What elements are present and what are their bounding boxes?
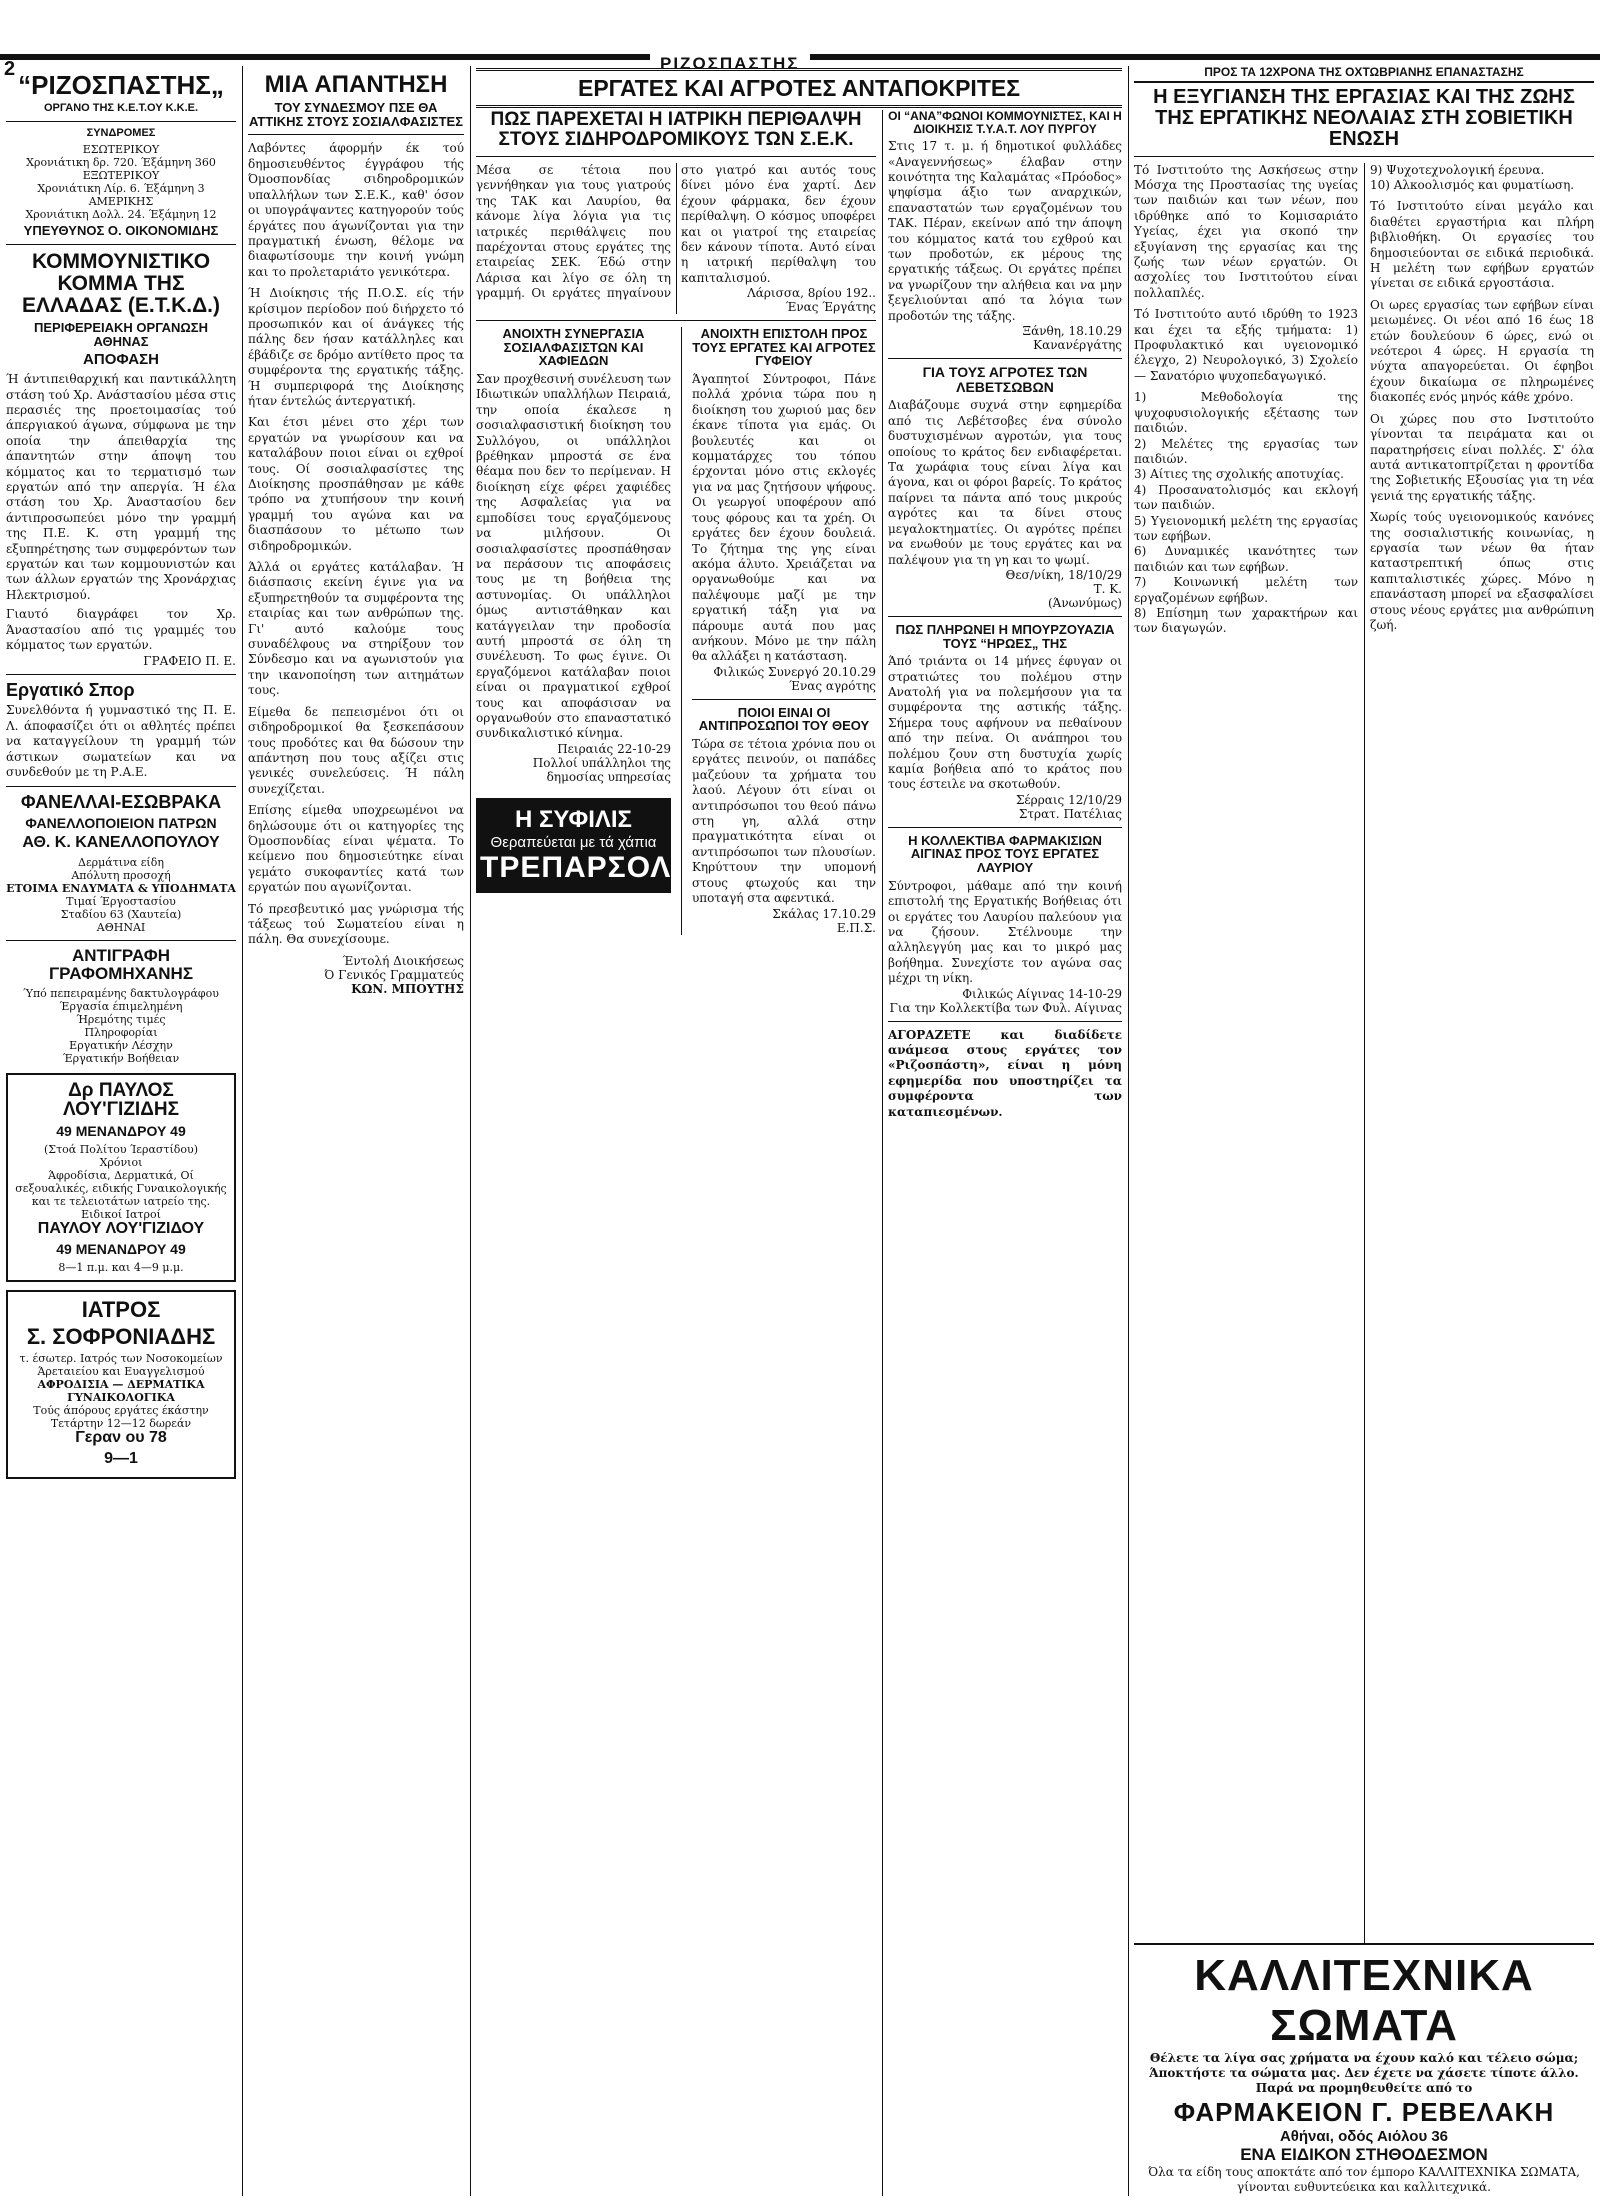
ad-line: Έργασία έπιμελημένη xyxy=(59,999,183,1013)
correspondents-banner xyxy=(476,68,1122,108)
article-signature: Φιλικώς Συνεργό 20.10.29 xyxy=(713,664,876,679)
ad-sofroniadis-address: Γεραν ου 78 xyxy=(75,1428,167,1446)
column-answer xyxy=(248,72,464,2198)
buy-rizospastis-notice: ΑΓΟΡΑΖΕΤΕ και διαδίδετε ανάμεσα στους εργάτες τον «Ριζοσπάστη», είναι η μόνη εφημερίδα που υποστηρίζει τα συμφέροντα των καταπιεσμένων. xyxy=(888,1027,1122,1119)
ad-line: Πληροφορίαι xyxy=(84,1025,158,1039)
subscription-line: Χρονιάτικη Δολλ. 24. Έξάμηνη 12 xyxy=(25,208,217,222)
article-paragraph: Οι χώρες που στο Ινστιτούτο γίνονται τα πειράματα και οι παρατηρήσεις είναι πολλές. Σ' όλα αυτά αντικατοπτρίζεται η φροντίδα της Σοβιετικής Εξουσίας για τη νέα γενιά της εργατικής τάξης. xyxy=(1370,411,1594,503)
article-signature: Λάρισσα, 8ρίου 192.. xyxy=(747,286,876,301)
ad-line: Άφροδίσια, Δερματικά, Οί σεξουαλικές, ειδικής Γυναικολογικής και τε τελειοτάτων ιατρείο της. xyxy=(15,1169,227,1209)
list-item: 10) Αλκοολισμός και φυματίωση. xyxy=(1370,178,1575,192)
ad-sofroniadis-box xyxy=(6,1290,236,1480)
subscriptions-title: ΣΥΝΔΡΟΜΕΣ xyxy=(86,126,156,139)
banner-title: ΕΡΓΑΤΕΣ ΚΑΙ ΑΓΡΟΤΕΣ ΑΝΤΑΠΟΚΡΙΤΕΣ xyxy=(577,75,1021,101)
decision-heading: ΑΠΟΦΑΣΗ xyxy=(83,351,159,369)
ad-line: Δερμάτινα είδη xyxy=(78,855,164,869)
article-signature: Σέρραις 12/10/29 xyxy=(1015,792,1122,807)
ad-artistic-bodies xyxy=(1134,1943,1594,2196)
article-communists-heading: ΟΙ “ΑΝΑ”ΦΩΝΟΙ ΚΟΜΜΟΥΝΙΣΤΕΣ, ΚΑΙ Η ΔΙΟΙΚΗΣΙΣ Τ.Υ.Α.Τ. ΛΟΥ ΠΥΡΓΟΥ xyxy=(888,110,1122,136)
ad-line: ΕΤΟΙΜΑ ΕΝΔΥΜΑΤΑ & ΥΠΟΔΗΜΑΤΑ xyxy=(6,881,236,895)
subscription-line: ΕΣΩΤΕΡΙΚΟΥ xyxy=(82,143,160,157)
list-item: 1) Μεθοδολογία της ψυχοφυσιολογικής εξέτασης των παιδιών. xyxy=(1134,390,1358,436)
ad-line: Έργατικήν Βοήθειαν xyxy=(62,1051,180,1065)
ad-line: ΓΥΝΑΙΚΟΛΟΓΙΚΑ xyxy=(67,1390,175,1404)
ad-line: Τούς άπόρους εργάτες έκάστην Τετάρτην 12—12 δωρεάν xyxy=(33,1403,209,1430)
article-medical-body xyxy=(476,163,876,314)
soviet-youth-body xyxy=(1134,163,1594,1943)
article-signature: Σκάλας 17.10.29 xyxy=(772,906,876,921)
center-subcolumn-left xyxy=(476,327,671,934)
article-paragraph: Χωρίς τούς υγειονομικούς κανόνες της σοσιαλιστικής κοινωνίας, η εργασία των νέων θα ήταν καταστρεπτική όπως στις καπιταλιστικές χώρες. Μόνο η επανάσταση μπορεί να εξασφαλίσει στους νέους εργάτες μια ανθρώπινη ζωή. xyxy=(1370,510,1594,632)
article-signature: Θεσ/νίκη, 18/10/29 xyxy=(1005,567,1122,582)
answer-paragraph: Ή Διοίκησις τής Π.Ο.Σ. είς τήν κρίσιμον περίοδον πού διήρχετο τό προσωπικόν και οί άνάγκες τής πάλης δεν ήσαν κατάλληλες και έβάδιζε σε δρόμο αντίθετο προς τα συμφέροντα της εργατικής τάξης. Ή συμπεριφορά της Διοίκησης ήταν έντελώς άντεργατική. xyxy=(248,286,464,408)
article-medical-heading: ΠΩΣ ΠΑΡΕΧΕΤΑΙ Η ΙΑΤΡΙΚΗ ΠΕΡΙΘΑΛΨΗ ΣΤΟΥΣ ΣΙΔΗΡΟΔΡΟΜΙΚΟΥΣ ΤΩΝ Σ.Ε.Κ. xyxy=(490,110,862,150)
article-signature: Ε.Π.Σ. xyxy=(836,920,876,935)
article-aegina-heading: Η ΚΟΛΛΕΚΤΙΒΑ ΦΑΡΜΑΚΙΣΙΩΝ ΑΙΓΙΝΑΣ ΠΡΟΣ ΤΟΥΣ ΕΡΓΑΤΕΣ ΛΑΥΡΙΟΥ xyxy=(908,832,1102,876)
subscription-line: Χρονιάτικη Λίρ. 6. Έξάμηνη 3 xyxy=(37,182,205,196)
ad-line: ΑΦΡΟΔΙΣΙΑ — ΔΕΡΜΑΤΙΚΑ xyxy=(37,1377,205,1391)
column-rule xyxy=(470,66,471,2196)
ad-line: Ύπό πεπειραμένης δακτυλογράφου xyxy=(23,986,219,1000)
organ-line: ΟΡΓΑΝΟ ΤΗΣ Κ.Ε.Τ.ΟΥ Κ.Κ.Ε. xyxy=(43,102,199,115)
list-item: 4) Προσανατολισμός και εκλογή των παιδιών. xyxy=(1134,482,1358,513)
ad-pharmacy-address: Αθήναι, οδός Αιόλου 36 xyxy=(1279,2127,1449,2145)
ad-flannel-title: ΦΑΝΕΛΛΑΙ-ΕΣΩΒΡΑΚΑ xyxy=(20,792,222,813)
subscription-line: ΕΞΩΤΕΡΙΚΟΥ xyxy=(82,169,160,183)
answer-heading: ΜΙΑ ΑΠΑΝΤΗΣΗ xyxy=(264,72,448,98)
ad-doctor-title: Δρ ΠΑΥΛΟΣ ΛΟΥ'ΓΙΖΙΔΗΣ xyxy=(63,1079,179,1121)
article-signature: Πειραιάς 22-10-29 xyxy=(557,741,671,756)
october-anniversary-line: ΠΡΟΣ ΤΑ 12ΧΡΟΝΑ ΤΗΣ ΟΧΤΩΒΡΙΑΝΗΣ ΕΠΑΝΑΣΤΑΣΗΣ xyxy=(1134,66,1594,83)
center-two-columns xyxy=(476,327,876,934)
soviet-youth-heading: Η ΕΞΥΓΙΑΝΣΗ ΤΗΣ ΕΡΓΑΣΙΑΣ ΚΑΙ ΤΗΣ ΖΩΗΣ ΤΗΣ ΕΡΓΑΤΙΚΗΣ ΝΕΟΛΑΙΑΣ ΣΤΗ ΣΟΒΙΕΤΙΚΗ ΕΝΩΣΗ xyxy=(1153,85,1575,150)
ad-line: Χρόνιοι xyxy=(99,1156,143,1170)
ad-syphilis-sub: Θεραπεύεται με τά χάπια xyxy=(490,833,657,851)
ad-line: Απόλυτη προσοχή xyxy=(71,868,171,882)
answer-paragraph: Λαβόντες άφορμήν έκ τού δημοσιευθέντος έγγράφου τής Όμοσπονδίας σιδηροδρομικών υπαλλήλων των Σ.Ε.Κ., καθ' όσον οι υπογράψαντες κατηγορούν τούς έργάτες που άγωνίζονται για την πραγματική ένωση, θέλομε να διαφωτίσουμε την κοινή γνώμη και το προλεταριάτο γενικότερα. xyxy=(248,141,464,279)
ad-doctor-name: ΠΑΥΛΟΥ ΛΟΥ'ΓΙΖΙΔΟΥ xyxy=(37,1220,205,1238)
article-text: Τώρα σε τέτοια χρόνια που οι εργάτες πεινούν, οι παπάδες μαζεύουν τα χρήματα του λαού. Λέγουν ότι είναι οι αντιπρόσωποι του θεού πάνω στη γη, αλλά στην πραγματικότητα είναι οι αντιπρόσωποι των πλουσίων. Κηρύττουν την υπομονή στους φτωχούς και την υποταγή στα αφεντικά. xyxy=(691,737,876,906)
ad-artistic-title: ΚΑΛΛΙΤΕΧΝΙΚΑ ΣΩΜΑΤΑ xyxy=(1194,1950,1534,2050)
center-subcolumn-right xyxy=(692,327,876,934)
article-text: Σαν προχθεσινή συνέλευση των Ιδιωτικών υπαλλήλων Πειραιά, την οποία έκαλεσε η σοσιαλφασιστική διοίκηση του Συλλόγου, οι υπάλληλοι βρέθηκαν μπροστά σε ένα θέαμα που δεν το περίμεναν. Η διοίκηση είχε φέρει χαφιέδες της Ασφαλείας για να εμποδίσει τους εργαζόμενους να μιλήσουν. Οι σοσιαλφασίστες προσπάθησαν να περάσουν τις αποφάσεις τους με τη βοήθεια της αστυνομίας. Οι υπάλληλοι όμως αντιστάθηκαν και κατάγγειλαν την προδοσία αυτή μπροστά σε όλη τη συνέλευση. Το φως έγινε. Οι εργαζόμενοι κατάλαβαν ποιοι είναι οι πραγματικοί εχθροί τους και αποφάσισαν να οργανωθούν στο επαναστατικό συνδικαλιστικό κίνημα. xyxy=(476,372,671,741)
article-signature: Ένας Έργάτης xyxy=(785,300,876,315)
ad-syphilis-brand: ΤΡΕΠΑΡΣΟΛ xyxy=(480,850,672,884)
list-item: 6) Δυναμικές ικανότητες των παιδιών και των εφήβων. xyxy=(1134,544,1358,574)
masthead: ΡΙΖΟΣΠΑΣΤΗΣ xyxy=(650,54,810,74)
column-soviet-youth xyxy=(1134,66,1594,2196)
ad-artistic-text: Θέλετε τα λίγα σας χρήματα να έχουν καλό και τέλειο σώμα; Άποκτήστε τα σώματα μας. Δεν έχετε να χάσετε τίποτε άλλο. Παρά να προμηθευθείτε από το xyxy=(1149,2050,1579,2096)
ad-sofroniadis-title: ΙΑΤΡΟΣ xyxy=(81,1296,161,1322)
article-signature: Ένας αγρότης xyxy=(789,678,876,693)
column-rule xyxy=(882,110,883,2196)
article-signature: Φιλικώς Αίγινας 14-10-29 xyxy=(962,986,1122,1001)
ad-line: Ειδικοί Ιατροί xyxy=(81,1208,161,1222)
column-correspondents-right xyxy=(888,110,1122,2200)
article-signature: (Άνωνύμως) xyxy=(1047,595,1122,610)
article-paragraph: Οι ωρες εργασίας των εφήβων είναι μειωμένες. Οι νέοι από 16 έως 18 ετών δουλεύουν 6 ώρες, ενώ οι νεότεροι 4 ώρες. Η εργασία τη νύχτα απαγορεύεται. Οι έφηβοι έχουν δικαίωμα σε πληρωμένες διακοπές ενός μηνός κάθε χρόνο. xyxy=(1370,297,1594,405)
answer-paragraph: Επίσης είμεθα υποχρεωμένοι να δηλώσουμε ότι οι κατηγορίες της Όμοσπονδίας είναι ψέματα. Το κείμενο που δημοσιεύτηκε είναι γεμάτο συκοφαντίες κατά των εργατών που αγωνίζονται. xyxy=(248,803,464,895)
sport-heading: Εργατικό Σπορ xyxy=(6,679,135,700)
answer-paragraph: Άλλά οι εργάτες κατάλαβαν. Ή διάσπασις εκείνη έγινε για να εξυπηρετηθούν τα συμφέροντα της εταιρίας και των ανθρώπων της. Γι' αυτό καλούμε τους συναδέλφους να στηρίξουν τον Σύνδεσμο και να αγωνιστούν για την ικανοποίηση των αιτημάτων τους. xyxy=(248,560,464,698)
list-item: 2) Μελέτες της εργασίας των παιδιών. xyxy=(1134,436,1358,466)
ad-typing-title: ΑΝΤΙΓΡΑΦΗ ΓΡΑΦΟΜΗΧΑΝΗΣ xyxy=(48,945,194,983)
article-text: Άγαπητοί Σύντροφοι, Πάνε πολλά χρόνια τώρα που η διοίκηση του χωριού μας δεν έκανε τίποτα για εμάς. Οι βουλευτές και οι κομματάρχες του τόπου έρχονται μόνο στις εκλογές για να μας ζητήσουν ψήφους. Οι γεωργοί υποφέρουν από τους φόρους και τα χρέη. Οι εργάτες δεν έχουν δουλειά. Το ζήτημα της γης είναι ακόμα άλυτο. Χρειάζεται να οργανωθούμε και να παλέψουμε μαζί με την εργατική τάξη για να πάρουμε αυτά που μας ανήκουν. Μόνο με την πάλη θα αλλάξει η κατάσταση. xyxy=(691,372,876,664)
subscription-line: ΑΜΕΡΙΚΗΣ xyxy=(88,195,154,209)
ad-doctor-address: 49 ΜΕΝΑΝΔΡΟΥ 49 xyxy=(56,1123,186,1140)
article-paragraph: Τό Ινστιτούτο είναι μεγάλο και διαθέτει εργαστήρια και πλήρη βιβλιοθήκη. Οι εργασίες του δημοσιεύονται σε ειδικά περιοδικά. Η μελέτη των εφήβων εργατών γίνεται σε ειδικά εργοστάσια. xyxy=(1370,199,1594,291)
answer-paragraph: Τό πρεσβευτικό μας γνώρισμα τής τάξεως τού Σωματείου είναι η πάλη. Θα συνεχίσουμε. xyxy=(248,901,464,947)
list-item: 8) Επίσημη των χαρακτήρων και των διαγωγών. xyxy=(1134,605,1358,636)
article-cooperation-heading: ΑΝΟΙΧΤΗ ΣΥΝΕΡΓΑΣΙΑ ΣΟΣΙΑΛΦΑΣΙΣΤΩΝ ΚΑΙ ΧΑΦΙΕΔΩΝ xyxy=(502,326,645,369)
article-letter-heading: ΑΝΟΙΧΤΗ ΕΠΙΣΤΟΛΗ ΠΡΟΣ ΤΟΥΣ ΕΡΓΑΤΕΣ ΚΑΙ ΑΓΡΟΤΕΣ ΓΥΦΕΙΟΥ xyxy=(692,326,876,369)
article-heroes-heading: ΠΩΣ ΠΛΗΡΩΝΕΙ Η ΜΠΟΥΡΖΟΥΑΖΙΑ ΤΟΥΣ “ΗΡΩΕΣ„ ΤΗΣ xyxy=(895,621,1115,651)
article-text: Σύντροφοι, μάθαμε από την κοινή επιστολή της Εργατικής Βοήθειας ότι οι εργάτες του Λαυρίου παλεύουν για να ζήσουν. Στέλνουμε την αλληλεγγύη μας και το μικρό μας βοήθημα. Συνεχίστε τον αγώνα σας μέχρι τη νίκη. xyxy=(888,878,1122,986)
ad-sofroniadis-hours: 9—1 xyxy=(104,1449,138,1467)
article-text: Μέσα σε τέτοια που γεννήθηκαν για τους γιατρούς της ΤΑΚ και Λαυρίου, θα κάνομε λίγα λόγια για τις ιατρικές περιθάλψεις που παρέχονται στους εργάτες της εταιρείας ΣΕΚ. Έδώ στην Λάρισα και λίγο σε όλη τη γραμμή. Οι εργάτες πηγαίνουν στο γιατρό και αυτός τους δίνει μόνο ένα χαρτί. Δεν έχουν φάρμακα, δεν έχουν περίθαλψη. Ο κόσμος υποφέρει και οι γιατροί της εταιρείας δεν κάνουν τίποτα. Αυτό είναι η ιατρική περίθαλψη του καπιταλισμού. xyxy=(476,162,876,301)
article-signature: Τ. Κ. xyxy=(1093,581,1122,596)
article-signature: Ξάνθη, 18.10.29 xyxy=(1022,324,1122,339)
party-heading: ΚΟΜΜΟΥΝΙΣΤΙΚΟ ΚΟΜΜΑ ΤΗΣ ΕΛΛΑΔΑΣ (Ε.Τ.Κ.Δ.) xyxy=(22,250,220,318)
article-paragraph: Τό Ινστιτούτο αυτό ιδρύθη το 1923 και έχει τα εξής τμήματα: 1) Προφυλακτικό και υγειονομικό έλεγχο, 2) Νευρολογικό, 3) Σχολείο — Σανατόριο ψυχοπεδαγωγικό. xyxy=(1134,307,1358,383)
ad-pharmacy-small: Όλα τα είδη τους αποκτάτε από τον έμπορο ΚΑΛΛΙΤΕΧΝΙΚΑ ΣΩΜΑΤΑ, γίνονται ευθυντεύεικα και καλλιτεχνικά. xyxy=(1148,2164,1580,2195)
answer-paragraph: Είμεθα δε πεπεισμένοι ότι οι σιδηροδρομικοί θα ξεσκεπάσουν τους προδότες και θα δώσουν την απάντηση που τους αξίζει στις γενικές συνελεύσεις. Ή πάλη συνεχίζεται. xyxy=(248,704,464,796)
editor-line: ΥΠΕΥΘΥΝΟΣ Ο. ΟΙΚΟΝΟΜΙΔΗΣ xyxy=(23,223,219,239)
column-rule xyxy=(242,66,243,2196)
ad-line: ΑΘΗΝΑΙ xyxy=(96,920,146,934)
ad-syphilis-title: Η ΣΥΦΙΛΙΣ xyxy=(515,805,632,833)
answer-signature: Έντολή Διοικήσεως xyxy=(342,953,464,968)
decision-signature: ΓΡΑΦΕΙΟ Π. Ε. xyxy=(143,653,236,668)
ad-line: Ήρεμότης τιμές xyxy=(76,1012,166,1026)
answer-signature: ΚΩΝ. ΜΠΟΥΤΗΣ xyxy=(351,981,464,996)
column-rule xyxy=(681,327,682,934)
list-item: 7) Κοινωνική μελέτη των εργαζομένων εφήβων. xyxy=(1134,575,1358,605)
ad-pharmacy-tagline: ΕΝΑ ΕΙΔΙΚΟΝ ΣΤΗΘΟΔΕΣΜΟΝ xyxy=(1240,2144,1488,2164)
sport-text: Συνελθόντα ή γυμναστικό της Π. Ε. Λ. άποφασίζει ότι οι αθλητές πρέπει να καταγγείλουν τη γραμμή τών άστικων σωματείων και να συνδεθούν με τη Ρ.Α.Ε. xyxy=(6,703,236,780)
party-subheading: ΠΕΡΙΦΕΡΕΙΑΚΗ ΟΡΓΑΝΩΣΗ ΑΘΗΝΑΣ xyxy=(34,320,208,349)
ad-doctor-address2: 49 ΜΕΝΑΝΔΡΟΥ 49 xyxy=(56,1240,186,1257)
article-text: Άπό τριάντα οι 14 μήνες έφυγαν οι στρατιώτες του πολέμου στην Ανατολή για να πολεμήσουν για τα συμφέροντα της αστικής τάξης. Σήμερα τους αφήνουν να πεθαίνουν από την πείνα. Οι ανάπηροι του πολέμου ζουν στη δυστυχία χωρίς καμία βοήθεια από το κράτος που τους έστειλε να σκοτωθούν. xyxy=(888,654,1122,792)
answer-paragraph: Και έτσι μένει στο χέρι των εργατών να γνωρίσουν και να καταλάβουν ποιοι είναι οι εχθροί τους. Οί σοσιαλφασίστες της Διοίκησης προσπάθησαν με κάθε τρόπο να χτυπήσουν την κοινή γραμμή του αγώνα και να διασπάσουν το μέτωπο των σιδηροδρομικών. xyxy=(248,415,464,553)
ad-line: Σταδίου 63 (Χαυτεία) xyxy=(60,907,182,921)
ad-doctor-box xyxy=(6,1073,236,1282)
ad-line: τ. έσωτερ. Ιατρός των Νοσοκομείων Άρεταιείου και Ευαγγελισμού xyxy=(19,1351,223,1378)
ad-line: Τιμαί Έργοστασίου xyxy=(66,894,176,908)
article-signature: Στρατ. Πατέλιας xyxy=(1018,806,1122,821)
column-left xyxy=(6,72,236,2198)
ad-flannel-name: ΑΘ. Κ. ΚΑΝΕΛΛΟΠΟΥΛΟΥ xyxy=(22,834,220,852)
answer-signature: Ό Γενικός Γραμματεύς xyxy=(324,967,464,982)
article-paragraph: Τό Ινστιτούτο της Ασκήσεως στην Μόσχα της Προστασίας της υγείας των παιδιών και των νέων, που ιδρύθηκε από το Κομισαριάτο Υγείας, έχει για σκοπό την εξυγίανση της εργασίας και της ζωής των νέων εργατών. Οι ασχολίες του Ινστιτούτου είναι πολλαπλές. xyxy=(1134,162,1358,300)
ad-flannel-sub: ΦΑΝΕΛΛΟΠΟΙΕΙΟΝ ΠΑΤΡΩΝ xyxy=(25,815,217,832)
decision-ending: Γιαυτό διαγράφει τον Χρ. Άναστασίου από τις γραμμές του κόμματος των εργατών. xyxy=(6,607,236,653)
decision-text: Ή άντιπειθαρχική και παντικάλλητη στάση τού Χρ. Ανάστασίου μέσα στις περασιές της προετοιμασίας τού άπεργιακού άγωνα, σύμφωνα με την οποία την άπειθαρχία της άπαντητών στην άποψη του κόμματος και το τερματισμό των εργατών από την απεργία. Ή έλα στάση του Χρ. Άναστασίου δεν άντιπροσωπεύει μόνο την γραμμή της Π.Ε. Κ. στη γραμμή της εξυπηρέτησης των συμφερόντων των εργατών και των κομμουνιστών και των άλλων εργατών της Χρονάρχιας Ηλεκτρισμού. xyxy=(6,372,236,602)
answer-subheading: ΤΟΥ ΣΥΝΔΕΣΜΟΥ ΠΣΕ ΘΑ ΑΤΤΙΚΗΣ ΣΤΟΥΣ ΣΟΣΙΑΛΦΑΣΙΣΤΕΣ xyxy=(248,100,464,129)
article-god-heading: ΠΟΙΟΙ ΕΙΝΑΙ ΟΙ ΑΝΤΙΠΡΟΣΩΠΟΙ ΤΟΥ ΘΕΟΥ xyxy=(698,704,870,734)
nameplate: “ΡΙΖΟΣΠΑΣΤΗΣ„ xyxy=(18,72,224,100)
ad-syphilis xyxy=(476,798,671,893)
column-center xyxy=(476,110,876,2200)
ad-sofroniadis-name: Σ. ΣΟΦΡΟΝΙΑΔΗΣ xyxy=(26,1323,216,1349)
page-number: 2 xyxy=(4,58,16,80)
ad-line: (Στοά Πολίτου Ίεραστίδου) xyxy=(44,1143,198,1157)
list-item: 9) Ψυχοτεχνολογική έρευνα. xyxy=(1370,162,1545,177)
article-signature: Κανανέργάτης xyxy=(1033,338,1122,353)
article-text: Στις 17 τ. μ. ή δημοτικοί φυλλάδες «Αναγεννήσεως» έλαβαν στην κοινότητα της Καλαμάτας «Πρόοδος» ψηφίσμα άξιο των αναρχικών, επαναστατών των εργαζομένων του ΤΑΚ. Πέραν, εκείνων από την άποψη του κόμματος κατά του εχθρού και των προδοτών, εκ μέρους της εργατικής τάξεως. Οι εργάτες πρέπει να γνωρίζουν την αλήθεια και να μην ξεγελιούνται από τα λόγια των προδοτών της τάξης. xyxy=(888,139,1122,323)
ad-line: Εργατικήν Λέσχην xyxy=(69,1038,173,1052)
article-text: Διαβάζουμε συχνά στην εφημερίδα από τις Λεβέτσοβες ένα σύνολο δυστυχισμένων αγροτών, για τους οποίους το κράτος δεν ενδιαφέρεται. Τα χωράφια τους είναι λίγα και άγονα, και οι φόροι βαρείς. Το κράτος παίρνει τα πάντα από τους μικρούς αγρότες και τα δίνει στους μεγαλοκτηματίες. Οι αγρότες πρέπει να ενωθούν με τους εργάτες και να παλέψουν για τη γη και το ψωμί. xyxy=(888,398,1122,567)
ad-doctor-hours: 8—1 π.μ. και 4—9 μ.μ. xyxy=(58,1260,184,1274)
list-item: 3) Αίτιες της σχολικής αποτυχίας. xyxy=(1134,467,1344,482)
list-item: 5) Υγειονομική μελέτη της εργασίας των εφήβων. xyxy=(1134,513,1358,543)
column-rule xyxy=(1128,66,1129,2196)
subscription-line: Χρονιάτικη δρ. 720. Έξάμηνη 360 xyxy=(26,156,216,170)
article-signature: Πολλοί υπάλληλοι της δημοσίας υπηρεσίας xyxy=(532,755,671,784)
ad-pharmacy-name: ΦΑΡΜΑΚΕΙΟΝ Γ. ΡΕΒΕΛΑΚΗ xyxy=(1173,2096,1555,2127)
article-farmers-heading: ΓΙΑ ΤΟΥΣ ΑΓΡΟΤΕΣ ΤΩΝ ΛΕΒΕΤΣΩΒΩΝ xyxy=(922,364,1088,395)
article-signature: Για την Κολλεκτίβα των Φυλ. Αίγινας xyxy=(889,1000,1122,1015)
